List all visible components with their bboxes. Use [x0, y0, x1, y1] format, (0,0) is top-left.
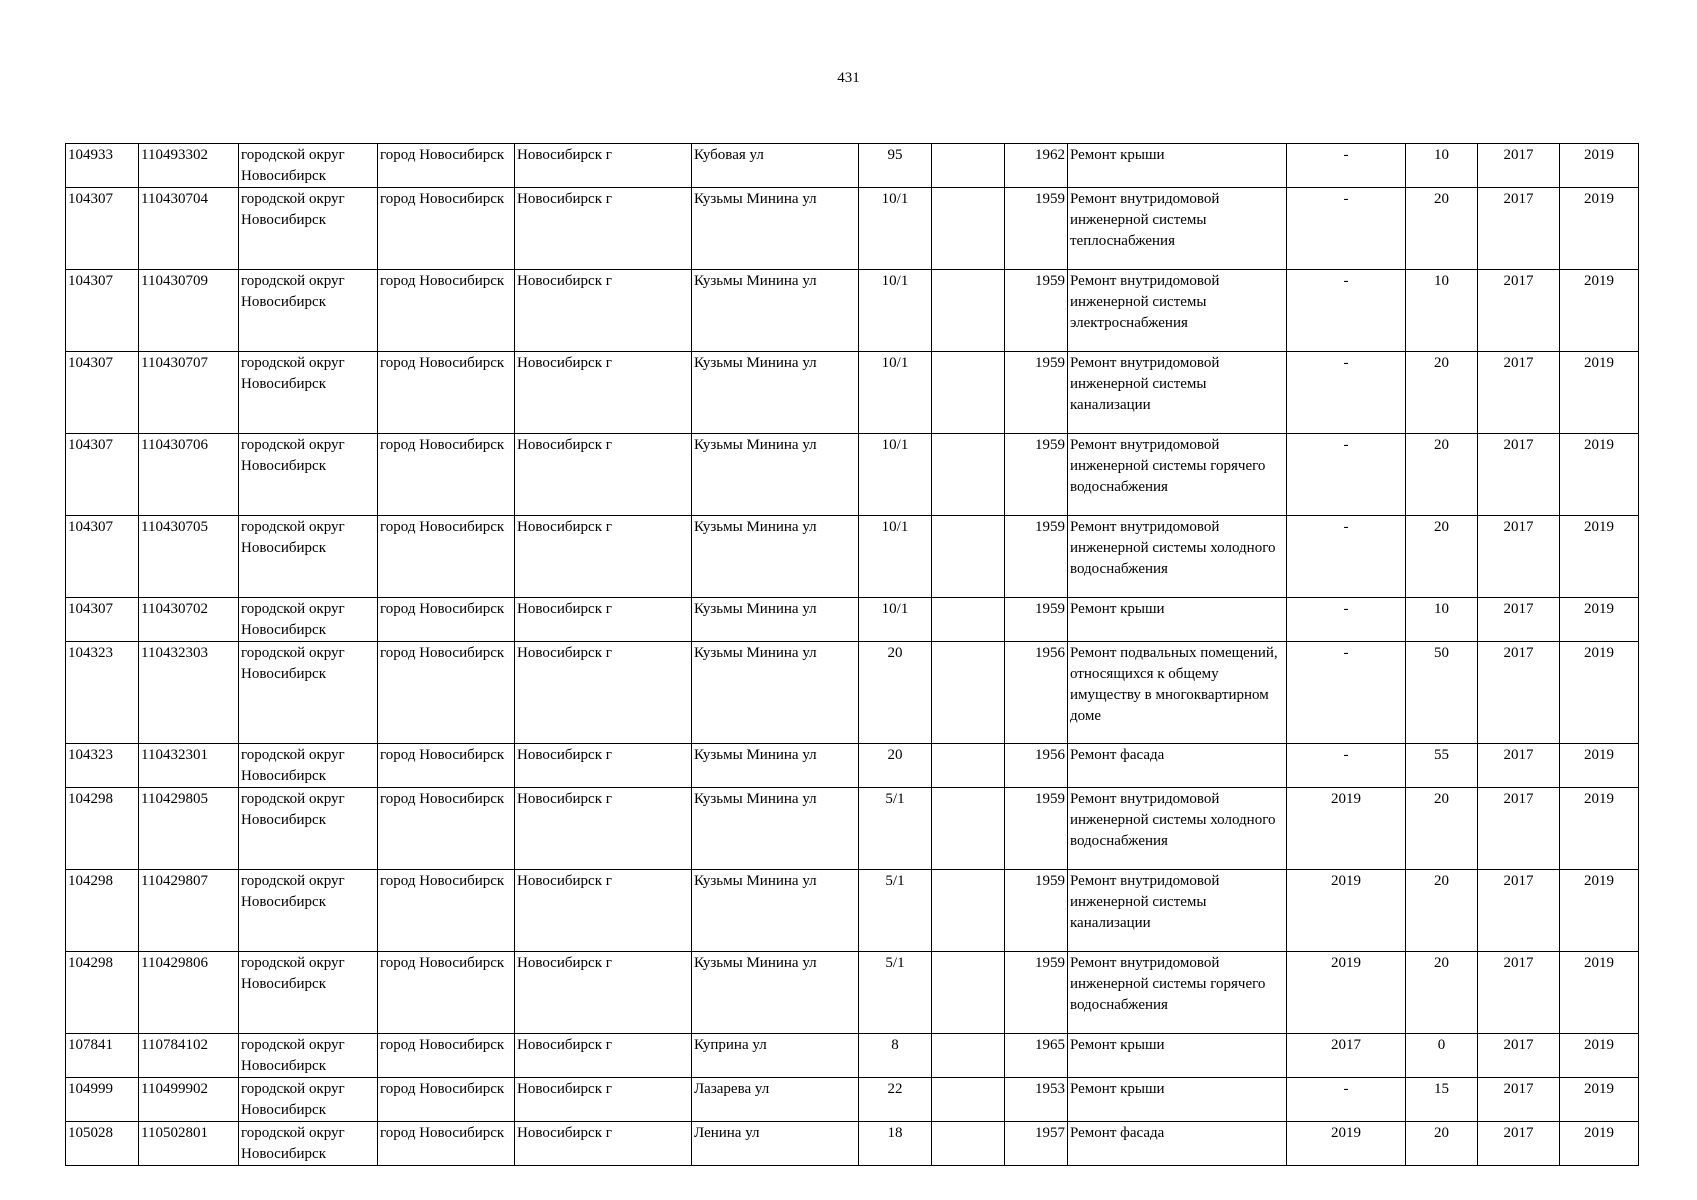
cell-city: Новосибирск г [515, 870, 692, 952]
cell-settlement: город Новосибирск [378, 744, 515, 788]
cell-last-repair: 2017 [1287, 1034, 1406, 1078]
cell-last-repair: 2019 [1287, 952, 1406, 1034]
cell-district: городской округ Новосибирск [239, 598, 378, 642]
cell-settlement: город Новосибирск [378, 144, 515, 188]
cell-period-start: 2017 [1478, 952, 1560, 1034]
cell-period-start: 2017 [1478, 642, 1560, 744]
cell-street: Кузьмы Минина ул [692, 598, 859, 642]
table-row [66, 188, 1639, 270]
cell-work-id: 110502801 [139, 1122, 239, 1166]
cell-settlement: город Новосибирск [378, 270, 515, 352]
cell-corpus [932, 270, 1005, 352]
cell-street: Лазарева ул [692, 1078, 859, 1122]
cell-city: Новосибирск г [515, 788, 692, 870]
cell-settlement: город Новосибирск [378, 434, 515, 516]
cell-year-built: 1959 [1005, 188, 1068, 270]
cell-city: Новосибирск г [515, 952, 692, 1034]
cell-house-id: 104307 [66, 352, 139, 434]
cell-corpus [932, 434, 1005, 516]
cell-house-id: 104307 [66, 434, 139, 516]
table-row [66, 1078, 1639, 1122]
cell-house-id: 104307 [66, 270, 139, 352]
cell-work-type: Ремонт внутридомовой инженерной системы холодного водоснабжения [1068, 788, 1287, 870]
cell-work-type: Ремонт крыши [1068, 144, 1287, 188]
cell-district: городской округ Новосибирск [239, 1078, 378, 1122]
cell-district: городской округ Новосибирск [239, 352, 378, 434]
cell-district: городской округ Новосибирск [239, 516, 378, 598]
cell-city: Новосибирск г [515, 352, 692, 434]
cell-district: городской округ Новосибирск [239, 144, 378, 188]
cell-house-number: 20 [859, 744, 932, 788]
cell-last-repair: - [1287, 188, 1406, 270]
cell-corpus [932, 352, 1005, 434]
cell-district: городской округ Новосибирск [239, 870, 378, 952]
cell-year-built: 1959 [1005, 270, 1068, 352]
cell-work-type: Ремонт подвальных помещений, относящихся к общему имуществу в многоквартирном доме [1068, 642, 1287, 744]
table-row [66, 352, 1639, 434]
cell-work-type: Ремонт фасада [1068, 744, 1287, 788]
cell-period-end: 2019 [1560, 1078, 1639, 1122]
cell-wear: 20 [1406, 516, 1478, 598]
cell-period-start: 2017 [1478, 788, 1560, 870]
cell-district: городской округ Новосибирск [239, 188, 378, 270]
cell-district: городской округ Новосибирск [239, 434, 378, 516]
cell-settlement: город Новосибирск [378, 598, 515, 642]
cell-wear: 55 [1406, 744, 1478, 788]
cell-work-type: Ремонт внутридомовой инженерной системы горячего водоснабжения [1068, 952, 1287, 1034]
cell-corpus [932, 788, 1005, 870]
cell-period-start: 2017 [1478, 870, 1560, 952]
table-row [66, 642, 1639, 744]
cell-street: Кубовая ул [692, 144, 859, 188]
cell-street: Кузьмы Минина ул [692, 870, 859, 952]
cell-street: Кузьмы Минина ул [692, 188, 859, 270]
cell-wear: 15 [1406, 1078, 1478, 1122]
table-row [66, 744, 1639, 788]
cell-house-id: 104298 [66, 952, 139, 1034]
cell-work-type: Ремонт фасада [1068, 1122, 1287, 1166]
cell-house-number: 5/1 [859, 952, 932, 1034]
cell-period-start: 2017 [1478, 144, 1560, 188]
cell-period-end: 2019 [1560, 952, 1639, 1034]
cell-period-end: 2019 [1560, 434, 1639, 516]
cell-city: Новосибирск г [515, 1122, 692, 1166]
cell-corpus [932, 144, 1005, 188]
cell-corpus [932, 516, 1005, 598]
cell-district: городской округ Новосибирск [239, 1122, 378, 1166]
cell-work-type: Ремонт внутридомовой инженерной системы канализации [1068, 870, 1287, 952]
cell-period-end: 2019 [1560, 352, 1639, 434]
table-row [66, 952, 1639, 1034]
cell-corpus [932, 598, 1005, 642]
cell-year-built: 1957 [1005, 1122, 1068, 1166]
cell-wear: 20 [1406, 434, 1478, 516]
cell-work-type: Ремонт внутридомовой инженерной системы холодного водоснабжения [1068, 516, 1287, 598]
cell-work-id: 110432301 [139, 744, 239, 788]
cell-work-type: Ремонт внутридомовой инженерной системы электроснабжения [1068, 270, 1287, 352]
cell-last-repair: - [1287, 270, 1406, 352]
cell-street: Кузьмы Минина ул [692, 270, 859, 352]
cell-work-id: 110429806 [139, 952, 239, 1034]
cell-house-id: 104323 [66, 642, 139, 744]
cell-year-built: 1962 [1005, 144, 1068, 188]
cell-corpus [932, 1034, 1005, 1078]
cell-street: Кузьмы Минина ул [692, 516, 859, 598]
cell-house-number: 10/1 [859, 434, 932, 516]
cell-last-repair: - [1287, 744, 1406, 788]
cell-work-type: Ремонт крыши [1068, 1078, 1287, 1122]
cell-work-type: Ремонт внутридомовой инженерной системы теплоснабжения [1068, 188, 1287, 270]
cell-year-built: 1953 [1005, 1078, 1068, 1122]
cell-street: Кузьмы Минина ул [692, 788, 859, 870]
cell-work-type: Ремонт внутридомовой инженерной системы канализации [1068, 352, 1287, 434]
cell-street: Кузьмы Минина ул [692, 952, 859, 1034]
cell-house-id: 104307 [66, 516, 139, 598]
table-row [66, 270, 1639, 352]
cell-city: Новосибирск г [515, 434, 692, 516]
cell-house-number: 8 [859, 1034, 932, 1078]
cell-wear: 0 [1406, 1034, 1478, 1078]
cell-house-number: 10/1 [859, 352, 932, 434]
cell-period-start: 2017 [1478, 352, 1560, 434]
cell-house-id: 104933 [66, 144, 139, 188]
table-row [66, 870, 1639, 952]
cell-house-number: 10/1 [859, 188, 932, 270]
table-body [66, 144, 1639, 1166]
cell-work-type: Ремонт внутридомовой инженерной системы горячего водоснабжения [1068, 434, 1287, 516]
cell-house-id: 104307 [66, 598, 139, 642]
cell-wear: 20 [1406, 788, 1478, 870]
cell-wear: 50 [1406, 642, 1478, 744]
cell-city: Новосибирск г [515, 188, 692, 270]
cell-period-start: 2017 [1478, 1122, 1560, 1166]
cell-settlement: город Новосибирск [378, 952, 515, 1034]
cell-house-id: 105028 [66, 1122, 139, 1166]
cell-year-built: 1959 [1005, 434, 1068, 516]
cell-wear: 10 [1406, 144, 1478, 188]
cell-last-repair: - [1287, 642, 1406, 744]
cell-settlement: город Новосибирск [378, 788, 515, 870]
cell-year-built: 1959 [1005, 598, 1068, 642]
table-row [66, 788, 1639, 870]
cell-year-built: 1959 [1005, 352, 1068, 434]
cell-house-id: 104307 [66, 188, 139, 270]
cell-year-built: 1959 [1005, 516, 1068, 598]
capital-repair-table [65, 143, 1639, 1166]
cell-period-start: 2017 [1478, 434, 1560, 516]
cell-wear: 20 [1406, 1122, 1478, 1166]
cell-city: Новосибирск г [515, 144, 692, 188]
cell-district: городской округ Новосибирск [239, 788, 378, 870]
cell-wear: 10 [1406, 598, 1478, 642]
cell-last-repair: - [1287, 144, 1406, 188]
cell-district: городской округ Новосибирск [239, 270, 378, 352]
cell-corpus [932, 642, 1005, 744]
cell-period-end: 2019 [1560, 598, 1639, 642]
cell-house-number: 95 [859, 144, 932, 188]
cell-house-number: 20 [859, 642, 932, 744]
cell-last-repair: 2019 [1287, 1122, 1406, 1166]
cell-period-end: 2019 [1560, 188, 1639, 270]
cell-street: Кузьмы Минина ул [692, 744, 859, 788]
cell-work-id: 110499902 [139, 1078, 239, 1122]
cell-work-id: 110429807 [139, 870, 239, 952]
cell-settlement: город Новосибирск [378, 352, 515, 434]
cell-last-repair: - [1287, 1078, 1406, 1122]
cell-work-id: 110430705 [139, 516, 239, 598]
cell-house-number: 5/1 [859, 788, 932, 870]
cell-work-id: 110430706 [139, 434, 239, 516]
cell-wear: 20 [1406, 188, 1478, 270]
cell-house-id: 104298 [66, 870, 139, 952]
cell-house-number: 10/1 [859, 516, 932, 598]
table-row [66, 434, 1639, 516]
cell-house-id: 104298 [66, 788, 139, 870]
table-row [66, 144, 1639, 188]
cell-period-end: 2019 [1560, 516, 1639, 598]
cell-street: Кузьмы Минина ул [692, 642, 859, 744]
cell-street: Кузьмы Минина ул [692, 352, 859, 434]
cell-last-repair: - [1287, 598, 1406, 642]
cell-work-id: 110429805 [139, 788, 239, 870]
cell-house-id: 107841 [66, 1034, 139, 1078]
cell-last-repair: 2019 [1287, 870, 1406, 952]
cell-period-start: 2017 [1478, 598, 1560, 642]
cell-corpus [932, 1078, 1005, 1122]
cell-city: Новосибирск г [515, 516, 692, 598]
cell-corpus [932, 188, 1005, 270]
cell-year-built: 1956 [1005, 744, 1068, 788]
cell-year-built: 1959 [1005, 788, 1068, 870]
cell-district: городской округ Новосибирск [239, 744, 378, 788]
cell-street: Куприна ул [692, 1034, 859, 1078]
cell-year-built: 1965 [1005, 1034, 1068, 1078]
cell-corpus [932, 1122, 1005, 1166]
cell-district: городской округ Новосибирск [239, 952, 378, 1034]
cell-period-end: 2019 [1560, 870, 1639, 952]
cell-district: городской округ Новосибирск [239, 1034, 378, 1078]
table-row [66, 516, 1639, 598]
cell-period-end: 2019 [1560, 144, 1639, 188]
cell-settlement: город Новосибирск [378, 642, 515, 744]
cell-wear: 20 [1406, 352, 1478, 434]
cell-work-id: 110430707 [139, 352, 239, 434]
cell-period-start: 2017 [1478, 270, 1560, 352]
cell-period-end: 2019 [1560, 642, 1639, 744]
cell-period-start: 2017 [1478, 1034, 1560, 1078]
cell-corpus [932, 870, 1005, 952]
cell-settlement: город Новосибирск [378, 516, 515, 598]
cell-work-type: Ремонт крыши [1068, 1034, 1287, 1078]
cell-house-number: 22 [859, 1078, 932, 1122]
cell-city: Новосибирск г [515, 598, 692, 642]
table-row [66, 598, 1639, 642]
cell-settlement: город Новосибирск [378, 1078, 515, 1122]
cell-last-repair: - [1287, 434, 1406, 516]
cell-last-repair: 2019 [1287, 788, 1406, 870]
cell-period-end: 2019 [1560, 744, 1639, 788]
cell-last-repair: - [1287, 516, 1406, 598]
table-row [66, 1034, 1639, 1078]
cell-street: Кузьмы Минина ул [692, 434, 859, 516]
cell-house-number: 5/1 [859, 870, 932, 952]
cell-period-start: 2017 [1478, 188, 1560, 270]
cell-last-repair: - [1287, 352, 1406, 434]
cell-period-start: 2017 [1478, 1078, 1560, 1122]
cell-work-type: Ремонт крыши [1068, 598, 1287, 642]
cell-period-end: 2019 [1560, 1034, 1639, 1078]
cell-wear: 20 [1406, 870, 1478, 952]
cell-wear: 10 [1406, 270, 1478, 352]
cell-city: Новосибирск г [515, 270, 692, 352]
cell-period-end: 2019 [1560, 270, 1639, 352]
page-number: 431 [837, 70, 860, 86]
cell-work-id: 110784102 [139, 1034, 239, 1078]
cell-house-number: 10/1 [859, 270, 932, 352]
cell-city: Новосибирск г [515, 744, 692, 788]
cell-city: Новосибирск г [515, 1078, 692, 1122]
table-row [66, 1122, 1639, 1166]
cell-work-id: 110430702 [139, 598, 239, 642]
cell-corpus [932, 952, 1005, 1034]
cell-settlement: город Новосибирск [378, 1122, 515, 1166]
cell-year-built: 1959 [1005, 870, 1068, 952]
cell-city: Новосибирск г [515, 1034, 692, 1078]
cell-settlement: город Новосибирск [378, 870, 515, 952]
cell-house-id: 104999 [66, 1078, 139, 1122]
cell-wear: 20 [1406, 952, 1478, 1034]
cell-year-built: 1959 [1005, 952, 1068, 1034]
cell-period-end: 2019 [1560, 1122, 1639, 1166]
cell-work-id: 110432303 [139, 642, 239, 744]
cell-work-id: 110493302 [139, 144, 239, 188]
cell-year-built: 1956 [1005, 642, 1068, 744]
cell-settlement: город Новосибирск [378, 1034, 515, 1078]
cell-period-start: 2017 [1478, 744, 1560, 788]
cell-district: городской округ Новосибирск [239, 642, 378, 744]
cell-street: Ленина ул [692, 1122, 859, 1166]
cell-work-id: 110430709 [139, 270, 239, 352]
cell-city: Новосибирск г [515, 642, 692, 744]
cell-period-end: 2019 [1560, 788, 1639, 870]
cell-house-number: 10/1 [859, 598, 932, 642]
cell-house-number: 18 [859, 1122, 932, 1166]
cell-work-id: 110430704 [139, 188, 239, 270]
cell-period-start: 2017 [1478, 516, 1560, 598]
cell-corpus [932, 744, 1005, 788]
cell-settlement: город Новосибирск [378, 188, 515, 270]
cell-house-id: 104323 [66, 744, 139, 788]
